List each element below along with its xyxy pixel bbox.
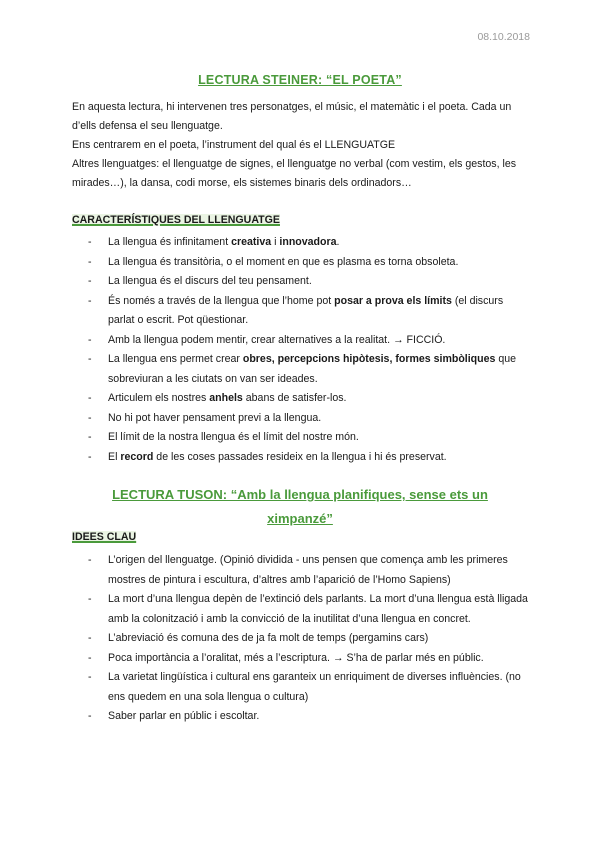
list-item: - Poca importància a l’oralitat, més a l’escriptura. → S’ha de parlar més en públic. [88,649,528,669]
list-item: - L’origen del llenguatge. (Opinió dividida - uns pensen que comença amb les primeres mostres de pintura i escultura, d’altres amb l’aparició de l’Homo Sapiens) [88,551,528,590]
list-item: - És només a través de la llengua que l’home pot posar a prova els límits (el discurs parlat o escrit. Pot qüestionar. [88,292,528,331]
steiner-other-languages: Altres llenguatges: el llenguatge de signes, el llenguatge no verbal (com vestim, els gestos, les mirades…), la dansa, codi morse, els sistemes binaris dels ordinadors… [72,158,517,189]
tuson-title [0,483,600,531]
list-item: - La llengua és infinitament creativa i innovadora. [88,233,528,253]
list-item: - Articulem els nostres anhels abans de satisfer-los. [88,389,528,409]
characteristics-heading: CARACTERÍSTIQUES DEL LLENGUATGE [72,214,280,226]
list-item: - La llengua és el discurs del teu pensament. [88,272,528,292]
key-ideas-list [88,551,528,727]
characteristics-list [88,233,528,467]
list-item: - La llengua és transitòria, o el moment en que es plasma es torna obsoleta. [88,253,528,273]
list-item: - El límit de la nostra llengua és el límit del nostre món. [88,428,528,448]
key-ideas-heading: IDEES CLAU [72,531,137,543]
list-item: - El record de les coses passades resideix en la llengua i hi és preservat. [88,448,528,468]
list-item: - No hi pot haver pensament previ a la llengua. [88,409,528,429]
list-item: - Amb la llengua podem mentir, crear alternatives a la realitat. → FICCIÓ. [88,331,528,351]
list-item: - La varietat lingüística i cultural ens garanteix un enriquiment de diverses influències. (no ens quedem en una sola llengua o cultura) [88,668,528,707]
document-date: 08.10.2018 [477,31,530,43]
list-item: - La mort d’una llengua depèn de l’extinció dels parlants. La mort d’una llengua està lligada amb la colonització i amb la convicció de la inutilitat d’una llengua en concret. [88,590,528,629]
tuson-title-line1: LECTURA TUSON: “Amb la llengua planifiques, sense ets un [112,487,488,502]
steiner-title: LECTURA STEINER: “EL POETA” [198,73,402,87]
list-item: - Saber parlar en públic i escoltar. [88,707,528,727]
steiner-focus: Ens centrarem en el poeta, l’instrument del qual és el LLENGUATGE [72,139,396,151]
list-item: - L’abreviació és comuna des de ja fa molt de temps (pergamins cars) [88,629,528,649]
list-item: - La llengua ens permet crear obres, percepcions hipòtesis, formes simbòliques que sobreviuran a les ciutats on van ser ideades. [88,350,528,389]
tuson-title-line2: ximpanzé” [267,511,333,526]
steiner-intro: En aquesta lectura, hi intervenen tres personatges, el músic, el matemàtic i el poeta. Cada un d’ells defensa el seu llenguatge. [72,101,512,132]
